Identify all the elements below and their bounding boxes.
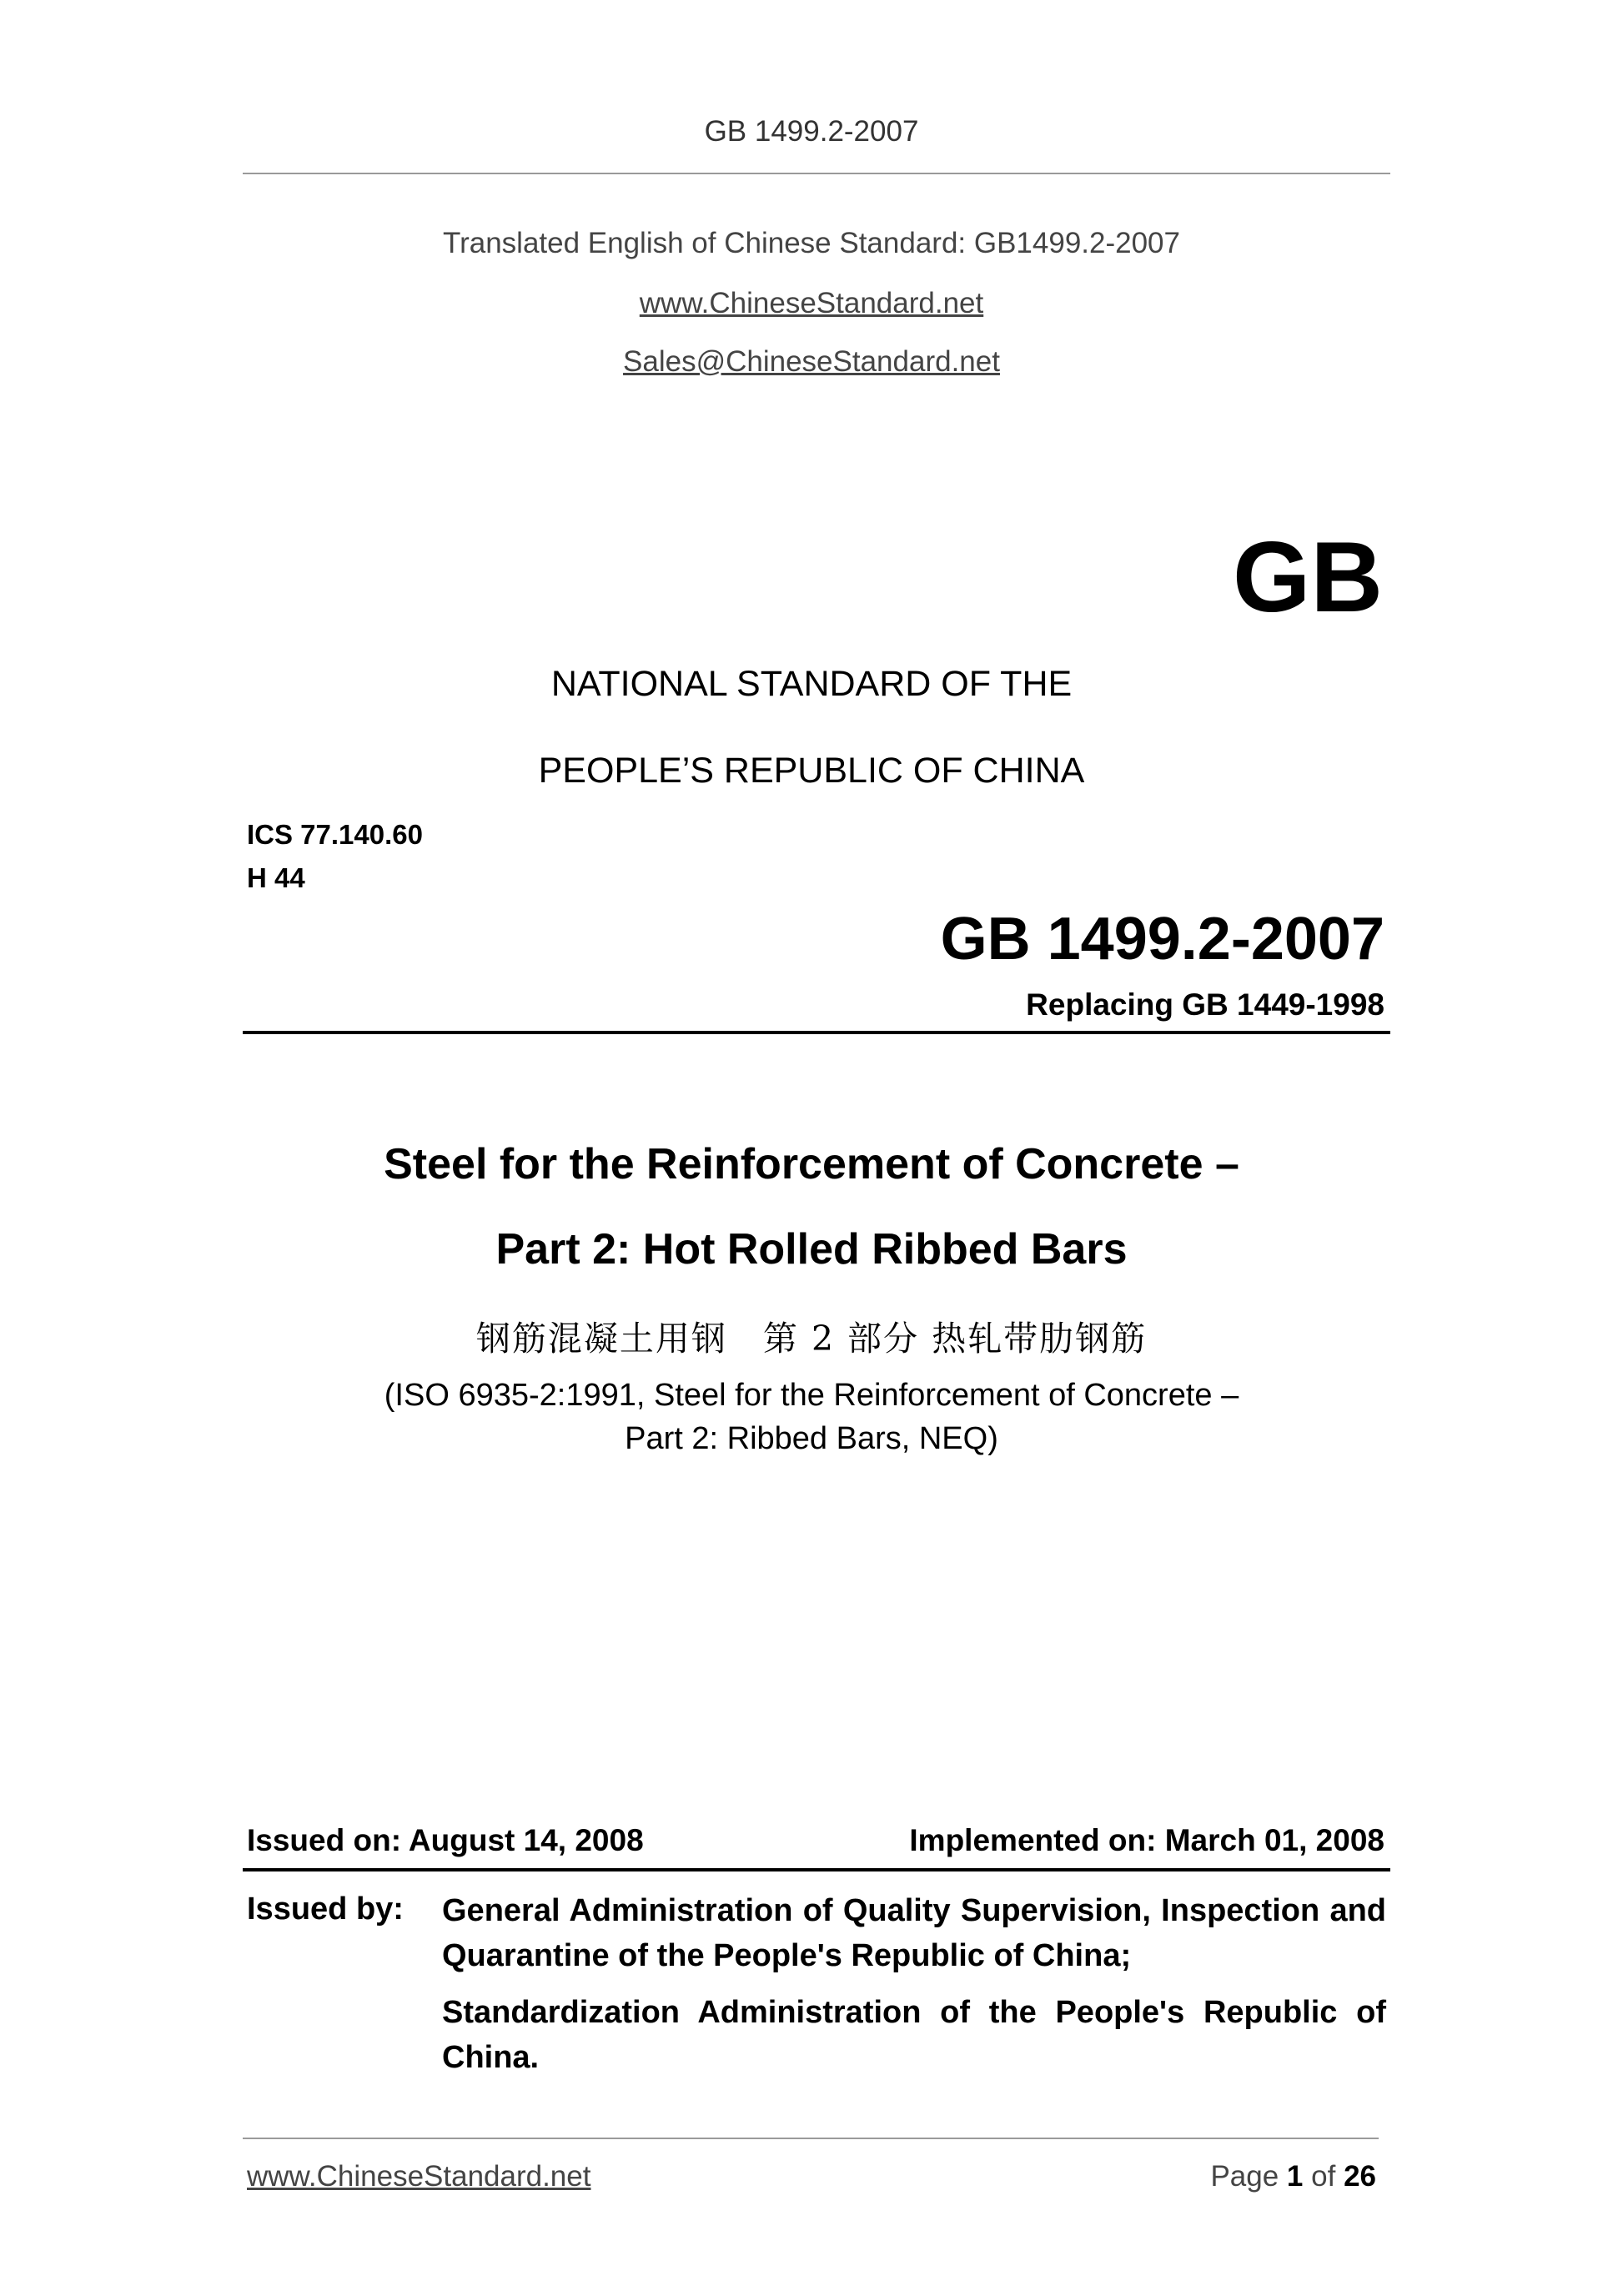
iso-reference-line2: Part 2: Ribbed Bars, NEQ) xyxy=(625,1421,998,1456)
page-prefix: Page xyxy=(1210,2160,1279,2193)
footer-divider xyxy=(243,2138,1379,2139)
page-number xyxy=(1210,2160,1376,2193)
standard-code: GB 1499.2-2007 xyxy=(940,906,1384,972)
issued-by-label: Issued by: xyxy=(247,1892,404,1927)
implemented-on-date: Implemented on: March 01, 2008 xyxy=(909,1823,1384,1857)
page-total: 26 xyxy=(1344,2160,1376,2193)
page-current: 1 xyxy=(1286,2160,1304,2193)
dates-divider xyxy=(243,1868,1390,1871)
running-header: GB 1499.2-2007 xyxy=(704,115,919,148)
title-line2: Part 2: Hot Rolled Ribbed Bars xyxy=(495,1225,1128,1274)
iso-reference-line1: (ISO 6935-2:1991, Steel for the Reinforcement of Concrete – xyxy=(384,1378,1239,1413)
issuer-aqsiq: General Administration of Quality Supervision, Inspection and Quarantine of the People's Republic of China; xyxy=(442,1893,1386,1973)
chinese-title: 钢筋混凝土用钢 第 2 部分 热轧带肋钢筋 xyxy=(475,1319,1148,1359)
translated-note: Translated English of Chinese Standard: GB1499.2-2007 xyxy=(443,227,1180,259)
sales-email-link[interactable]: Sales@ChineseStandard.net xyxy=(623,345,1000,378)
title-line1: Steel for the Reinforcement of Concrete – xyxy=(384,1140,1239,1188)
ccs-code: H 44 xyxy=(247,862,305,893)
page-of: of xyxy=(1311,2160,1336,2193)
website-link[interactable]: www.ChineseStandard.net xyxy=(639,287,984,319)
national-standard-line1: NATIONAL STANDARD OF THE xyxy=(550,664,1073,704)
ics-code: ICS 77.140.60 xyxy=(247,819,423,850)
national-standard-line2: PEOPLE’S REPUBLIC OF CHINA xyxy=(538,751,1085,791)
issued-on-date: Issued on: August 14, 2008 xyxy=(247,1823,644,1857)
masthead-divider xyxy=(243,1031,1390,1034)
gb-mark: GB xyxy=(1233,521,1383,633)
replacing-note: Replacing GB 1449-1998 xyxy=(1026,987,1384,1022)
issuer-sac: Standardization Administration of the People's Republic of China. xyxy=(442,1995,1386,2075)
header-divider xyxy=(243,173,1390,174)
footer-website-link[interactable]: www.ChineseStandard.net xyxy=(247,2160,591,2193)
